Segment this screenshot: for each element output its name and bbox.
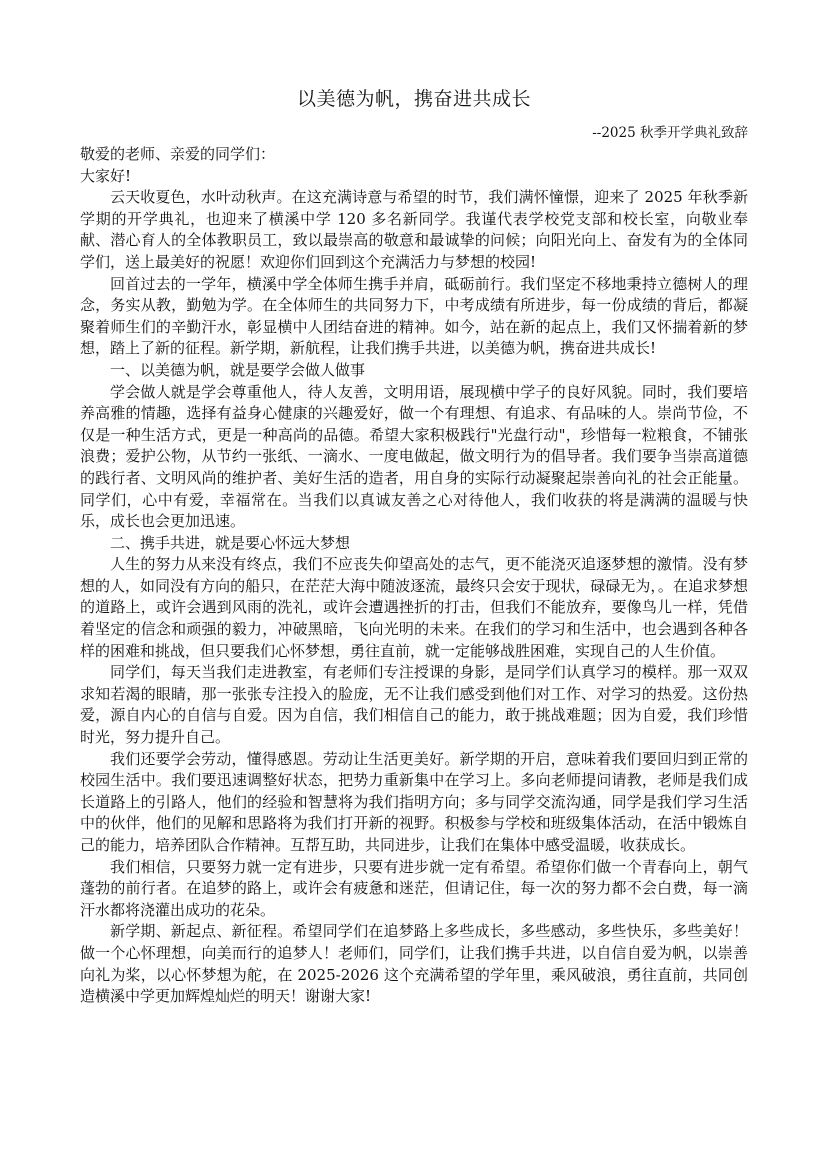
paragraph-review: 回首过去的一学年，横溪中学全体师生携手并肩，砥砺前行。我们坚定不移地秉持立德树人的理念，务实从教，勤勉为学。在全体师生的共同努力下，中考成绩有所进步，每一份成绩的背后，都凝聚着师生们的辛勤汗水，彰显横中人团结奋进的精神。如今，站在新的起点上，我们又怀揣着新的梦想，踏上了新的征程。新学期，新航程，让我们携手共进，以美德为帆，携奋进共成长! [80,274,748,358]
section2-paragraph-labor: 我们还要学会劳动，懂得感恩。劳动让生活更美好。新学期的开启，意味着我们要回归到正常的校园生活中。我们要迅速调整好状态，把势力重新集中在学习上。多向老师提问请教，老师是我们成长道路上的引路人，他们的经验和智慧将为我们指明方向；多与同学交流沟通，同学是我们学习生活中的伙伴，他们的见解和思路将为我们打开新的视野。积极参与学校和班级集体活动，在活中锻炼自己的能力，培养团队合作精神。互帮互助，共同进步，让我们在集体中感受温暖，收获成长。 [80,749,748,854]
section2-paragraph-classroom: 同学们，每天当我们走进教室，有老师们专注授课的身影，是同学们认真学习的模样。那一双双求知若渴的眼睛，那一张张专注投入的脸庞，无不让我们感受到他们对工作、对学习的热爱。这份热爱，源自内心的自信与自爱。因为自信，我们相信自己的能力，敢于挑战难题；因为自爱，我们珍惜时光，努力提升自己。 [80,663,748,747]
section1-paragraph: 学会做人就是学会尊重他人，待人友善，文明用语，展现横中学子的良好风貌。同时，我们要培养高雅的情趣，选择有益身心健康的兴趣爱好，做一个有理想、有追求、有品味的人。崇尚节俭，不仅是一种生活方式，更是一种高尚的品德。希望大家积极践行"光盘行动"，珍惜每一粒粮食，不铺张浪费；爱护公物，从节约一张纸、一滴水、一度电做起，做文明行为的倡导者。我们要争当崇高道德的践行者、文明风尚的维护者、美好生活的造者，用自身的实际行动凝聚起崇善向礼的社会正能量。同学们，心中有爱，幸福常在。当我们以真诚友善之心对待他人，我们收获的将是满满的温暖与快乐，成长也会更加迅速。 [80,382,748,531]
salutation: 敬爱的老师、亲爱的同学们： [80,145,276,163]
document-subtitle: --2025 秋季开学典礼致辞 [592,125,748,141]
paragraph-intro: 云天收夏色，水叶动秋声。在这充满诗意与希望的时节，我们满怀憧憬，迎来了 2025 年秋季新学期的开学典礼，也迎来了横溪中学 120 多名新同学。我谨代表学校党支部和校长室，向敬业奉献、潜心育人的全体教职员工，致以最崇高的敬意和最诚挚的问候；向阳光向上、奋发有为的全体同学们，送上最美好的祝愿！欢迎你们回到这个充满活力与梦想的校园! [80,188,748,271]
section-heading-2: 二、携手共进，就是要心怀远大梦想 [110,533,351,552]
section2-paragraph-hope: 我们相信，只要努力就一定有进步，只要有进步就一定有希望。希望你们做一个青春向上，朝气蓬勃的前行者。在追梦的路上，或许会有疲惫和迷茫，但请记住，每一次的努力都不会白费，每一滴汗水都将浇灌出成功的花朵。 [80,857,748,919]
greeting: 大家好! [80,166,132,185]
section-heading-1: 一、以美德为帆，就是要学会做人做事 [110,360,366,379]
document-page [80,84,748,1008]
section2-paragraph-dreams: 人生的努力从来没有终点，我们不应丧失仰望高处的志气，更不能浇灭追逐梦想的激情。没有梦想的人，如同没有方向的船只，在茫茫大海中随波逐流，最终只会安于现状，碌碌无为，。在追求梦想的道路上，或许会遇到风雨的洗礼，或许会遭遇挫折的打击，但我们不能放弃，要像鸟儿一样，凭借着坚定的信念和顽强的毅力，冲破黑暗，飞向光明的未来。在我们的学习和生活中，也会遇到各种各样的困难和挑战，但只要我们心怀梦想，勇往直前，就一定能够战胜困难，实现自己的人生价值。 [80,555,748,660]
section2-paragraph-closing: 新学期、新起点、新征程。希望同学们在追梦路上多些成长，多些感动，多些快乐，多些美好！做一个心怀理想，向美而行的追梦人！老师们，同学们，让我们携手共进，以自信自爱为帆，以崇善向礼为桨，以心怀梦想为舵，在 2025-2026 这个充满希望的学年里，乘风破浪，勇往直前，共同创造横溪中学更加辉煌灿烂的明天！谢谢大家! [80,922,748,1006]
document-title: 以美德为帆，携奋进共成长 [296,88,531,110]
